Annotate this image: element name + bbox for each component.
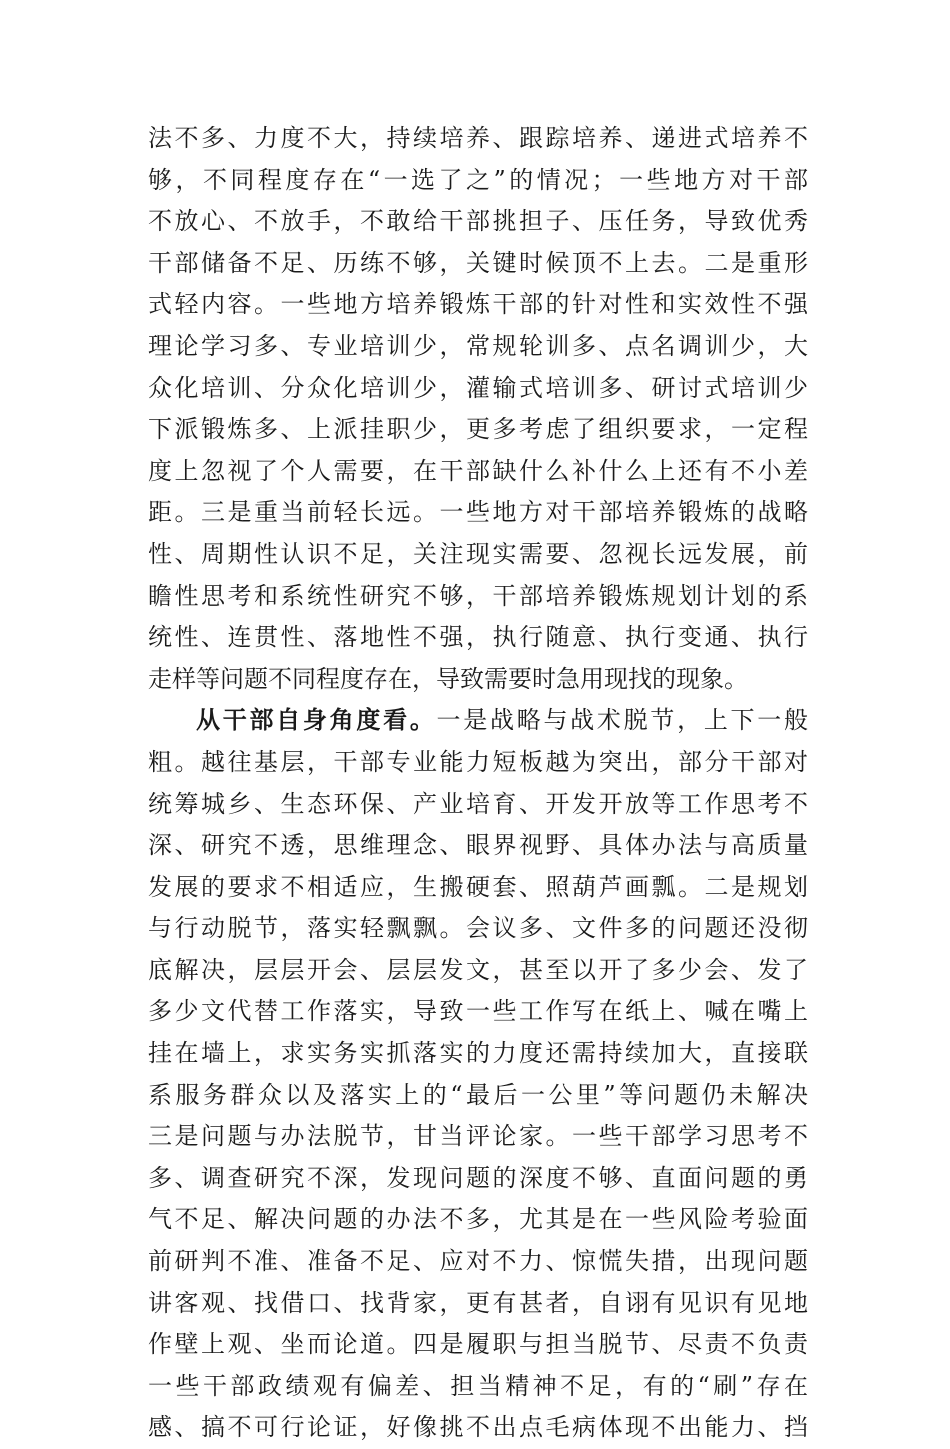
text-line: 式轻内容。一些地方培养锻炼干部的针对性和实效性不强 xyxy=(148,290,808,319)
text-line: 一些干部政绩观有偏差、担当精神不足，有的“刷”存在 xyxy=(148,1371,808,1400)
text-line: 感、搞不可行论证，好像挑不出点毛病体现不出能力、挡 xyxy=(148,1413,808,1442)
paragraph-first-line xyxy=(148,700,808,742)
text-line: 性、周期性认识不足，关注现实需要、忽视长远发展，前 xyxy=(148,539,808,568)
text-line: 干部储备不足、历练不够，关键时候顶不上去。二是重形 xyxy=(148,248,808,277)
text-line: 底解决，层层开会、层层发文，甚至以开了多少会、发了 xyxy=(148,955,808,984)
text-line: 统性、连贯性、落地性不强，执行随意、执行变通、执行 xyxy=(148,623,808,652)
text-line: 不放心、不放手，不敢给干部挑担子、压任务，导致优秀 xyxy=(148,207,808,236)
text-line: 三是问题与办法脱节，甘当评论家。一些干部学习思考不 xyxy=(148,1122,808,1151)
body-text xyxy=(148,118,808,1449)
text-line: 瞻性思考和系统性研究不够，干部培养锻炼规划计划的系 xyxy=(148,581,808,610)
text-line: 距。三是重当前轻长远。一些地方对干部培养锻炼的战略 xyxy=(148,498,808,527)
text-line: 多少文代替工作落实，导致一些工作写在纸上、喊在嘴上 xyxy=(148,997,808,1026)
text-line: 讲客观、找借口、找背家，更有甚者，自诩有见识有见地 xyxy=(148,1288,808,1317)
text-line: 作壁上观、坐而论道。四是履职与担当脱节、尽责不负责 xyxy=(148,1330,808,1359)
text-line: 众化培训、分众化培训少，灌输式培训多、研讨式培训少 xyxy=(148,373,808,402)
text-line: 前研判不准、准备不足、应对不力、惊慌失措，出现问题 xyxy=(148,1247,808,1276)
text-line: 发展的要求不相适应，生搬硬套、照葫芦画瓢。二是规划 xyxy=(148,872,808,901)
text-line: 度上忽视了个人需要，在干部缺什么补什么上还有不小差 xyxy=(148,456,808,485)
text-line: 走样等问题不同程度存在，导致需要时急用现找的现象。 xyxy=(148,664,748,693)
text-line: 挂在墙上，求实务实抓落实的力度还需持续加大，直接联 xyxy=(148,1039,808,1068)
text-line: 统筹城乡、生态环保、产业培育、开发开放等工作思考不 xyxy=(148,789,808,818)
text-line: 多、调查研究不深，发现问题的深度不够、直面问题的勇 xyxy=(148,1163,808,1192)
text-line: 够，不同程度存在“一选了之”的情况；一些地方对干部 xyxy=(148,165,808,194)
text-line: 与行动脱节，落实轻飘飘。会议多、文件多的问题还没彻 xyxy=(148,914,808,943)
text-line: 深、研究不透，思维理念、眼界视野、具体办法与高质量 xyxy=(148,831,808,860)
text-line: 理论学习多、专业培训少，常规轮训多、点名调训少，大 xyxy=(148,331,808,360)
text-line: 下派锻炼多、上派挂职少，更多考虑了组织要求，一定程 xyxy=(148,415,808,444)
text-run: 一是战略与战术脱节，上下一般 xyxy=(436,706,809,735)
text-line: 法不多、力度不大，持续培养、跟踪培养、递进式培养不 xyxy=(148,124,808,152)
text-line: 气不足、解决问题的办法不多，尤其是在一些风险考验面 xyxy=(148,1205,808,1234)
section-heading: 从干部自身角度看。 xyxy=(196,706,437,735)
text-line: 系服务群众以及落实上的“最后一公里”等问题仍未解决 xyxy=(148,1080,808,1109)
text-line: 粗。越往基层，干部专业能力短板越为突出，部分干部对 xyxy=(148,747,808,776)
